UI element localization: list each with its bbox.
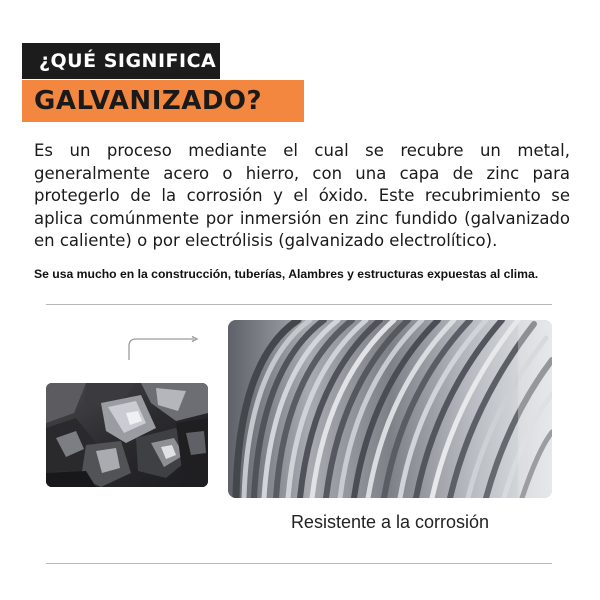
title-question-banner: ¿QUÉ SIGNIFICA xyxy=(22,43,220,79)
galvanized-wire-coil-photo xyxy=(228,320,552,498)
zinc-metal-photo xyxy=(46,383,208,487)
curved-arrow-icon xyxy=(122,330,202,362)
bottom-divider xyxy=(46,563,552,564)
image-caption: Resistente a la corrosión xyxy=(290,512,490,532)
usage-note: Se usa mucho en la construcción, tuberías, Alambres y estructuras expuestas al clima. xyxy=(34,267,539,281)
definition-paragraph: Es un proceso mediante el cual se recubre un metal, generalmente acero o hierro, con una capa de zinc para protegerlo de la corrosión y el óxido. Este recubrimiento se aplica comúnmente por inmersión en zinc fundido (galvanizado en caliente) o por electrólisis (galvanizado electrolítico). xyxy=(34,141,570,250)
top-divider xyxy=(46,304,552,305)
title-keyword-banner: GALVANIZADO? xyxy=(22,80,304,122)
